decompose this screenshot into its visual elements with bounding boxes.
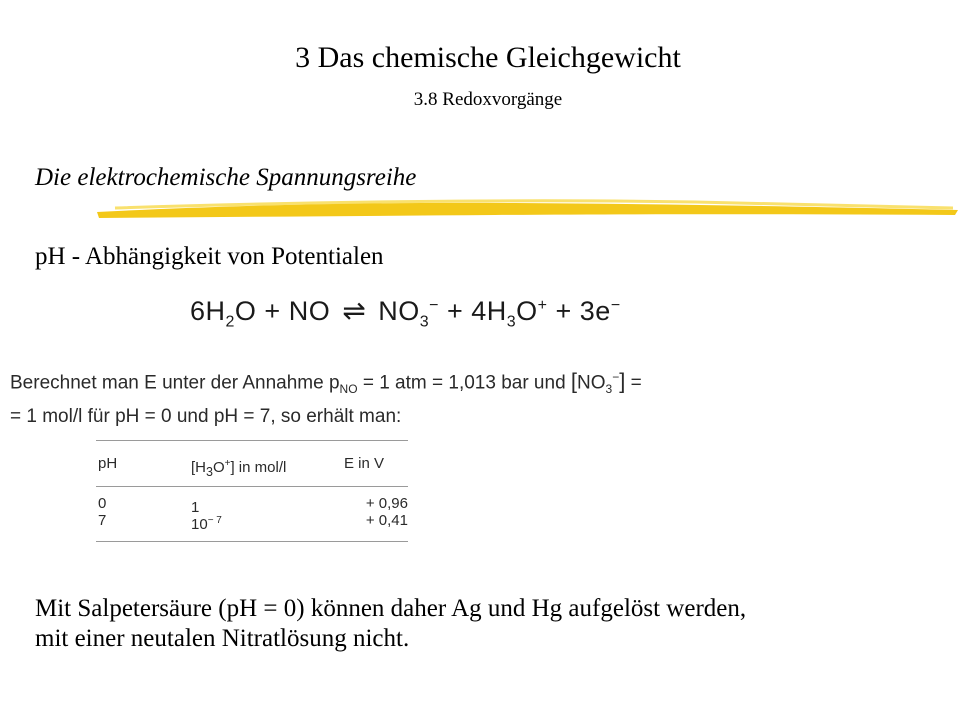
header-conc-sup: + xyxy=(224,458,231,469)
section-subheading: pH - Abhängigkeit von Potentialen xyxy=(35,243,384,270)
eq-left-2: O + NO xyxy=(234,296,331,326)
intro-text-b: = 1 atm = 1,013 bar und xyxy=(357,372,571,394)
eq-right-1: NO xyxy=(378,296,420,326)
eq-left-1: 6H xyxy=(190,296,226,326)
section-heading: Die elektrochemische Spannungsreihe xyxy=(35,164,417,191)
potential-table xyxy=(96,440,408,542)
eq-sup-3: − xyxy=(610,297,621,314)
header-conc-sub: 3 xyxy=(206,465,213,479)
eq-right-3: O xyxy=(516,296,538,326)
header-conc-post: ] in mol/l xyxy=(230,459,287,476)
page-title: 3 Das chemische Gleichgewicht xyxy=(295,41,681,74)
table-row xyxy=(96,495,408,516)
bracket-close-icon: ] xyxy=(619,368,626,394)
cell-conc-base: 10 xyxy=(191,516,208,533)
cell-ph: 0 xyxy=(98,495,107,512)
eq-sub-1: 2 xyxy=(225,313,235,331)
table-header-row xyxy=(96,455,408,479)
cell-conc-base: 1 xyxy=(191,499,200,516)
table-bottom-rule xyxy=(96,541,408,542)
table-row xyxy=(96,512,408,533)
intro-text-d: = xyxy=(625,372,642,394)
conclusion-line-2: mit einer neutalen Nitratlösung nicht. xyxy=(35,625,410,652)
header-concentration xyxy=(191,455,286,481)
header-conc-mid: O xyxy=(212,459,225,476)
intro-sub-no: NO xyxy=(339,382,358,397)
eq-sub-2: 3 xyxy=(419,313,430,331)
intro-line-2: = 1 mol/l für pH = 0 und pH = 7, so erhält man: xyxy=(10,406,402,428)
eq-sup-2: + xyxy=(537,297,548,314)
intro-text-a: Berechnet man E unter der Annahme p xyxy=(10,372,340,394)
intro-text-c: NO xyxy=(577,372,606,394)
cell-potential: + 0,41 xyxy=(365,512,408,529)
conclusion-line-1: Mit Salpetersäure (pH = 0) können daher Ag und Hg aufgelöst werden, xyxy=(35,595,747,622)
eq-sup-1: − xyxy=(429,297,439,314)
header-conc-pre: [H xyxy=(191,459,206,476)
bracket-open-icon: [ xyxy=(570,368,578,394)
cell-conc-exp: − 7 xyxy=(207,515,222,526)
eq-sub-3: 3 xyxy=(506,313,517,331)
intro-sup-minus: − xyxy=(612,370,620,384)
cell-concentration xyxy=(191,512,222,533)
table-top-rule xyxy=(96,440,408,441)
eq-right-2: + 4H xyxy=(438,296,507,326)
highlight-underline xyxy=(95,190,960,220)
header-ph: pH xyxy=(98,455,118,472)
intro-sub-3: 3 xyxy=(605,382,613,397)
equilibrium-arrow-icon: ⇌ xyxy=(342,295,367,326)
table-header-rule xyxy=(96,486,408,487)
cell-potential: + 0,96 xyxy=(365,495,408,512)
conclusion-text xyxy=(35,594,746,654)
calculation-intro xyxy=(10,364,642,430)
redox-equation xyxy=(190,288,621,340)
header-potential: E in V xyxy=(344,455,385,472)
page-subtitle: 3.8 Redoxvorgänge xyxy=(413,89,563,110)
cell-ph: 7 xyxy=(98,512,107,529)
eq-right-4: + 3e xyxy=(547,296,611,326)
intro-line-1 xyxy=(10,364,642,403)
